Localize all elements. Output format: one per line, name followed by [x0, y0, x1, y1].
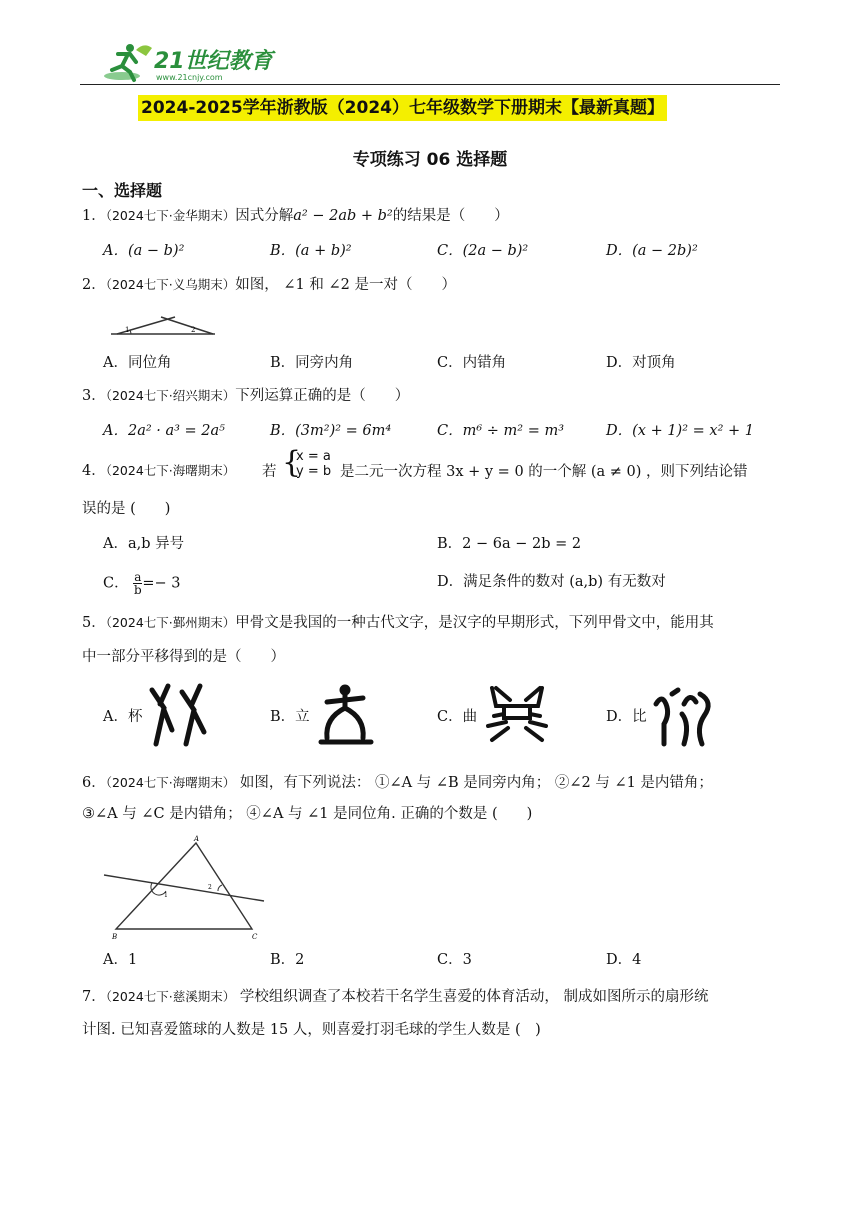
q4-option-d: D．满足条件的数对 (a,b) 有无数对: [437, 574, 666, 590]
q4-text-a: 若: [262, 464, 277, 480]
oracle-glyph-li-icon: [315, 682, 377, 748]
question-number: 1．: [82, 208, 106, 224]
q5-option-a: A．杯: [103, 709, 143, 725]
q6-option-c: C．3: [437, 952, 472, 968]
q6-line-2: ③∠A 与 ∠C 是内错角； ④∠A 与 ∠1 是同位角. 正确的个数是 ( ): [82, 806, 533, 822]
svg-text:1: 1: [125, 326, 130, 334]
question-7: 7．（2024七下·慈溪期末） 学校组织调查了本校若干名学生喜爱的体育活动， 制成如图所示的扇形统: [82, 989, 709, 1005]
q4-option-a: A．a,b 异号: [103, 536, 185, 552]
svg-text:1: 1: [164, 892, 168, 899]
question-number: 2．: [82, 277, 106, 293]
q2-option-d: D．对顶角: [606, 355, 676, 371]
svg-text:2: 2: [191, 326, 196, 334]
q5-option-b: B．立: [270, 709, 310, 725]
svg-text:B: B: [112, 933, 118, 941]
q3-option-c: C．m⁶ ÷ m² = m³: [437, 423, 565, 439]
question-source: （2024七下·鄞州期末）: [105, 615, 236, 630]
system-brace: {: [282, 445, 302, 480]
header-rule: [80, 84, 780, 85]
q4-text-b: 是二元一次方程 3x + y = 0 的一个解 (a ≠ 0) ，则下列结论错: [340, 464, 748, 480]
question-6: 6．（2024七下·海曙期末） 如图，有下列说法： ①∠A 与 ∠B 是同旁内角； ②∠2 与 ∠1 是内错角；: [82, 775, 713, 791]
question-number: 7．: [82, 989, 106, 1005]
q3-option-d: D．(x + 1)² = x² + 1: [606, 423, 754, 439]
q6-option-b: B．2: [270, 952, 305, 968]
question-1: 1．（2024七下·金华期末）因式分解a² − 2ab + b²的结果是（ ）: [82, 208, 509, 224]
system-of-equations: [296, 449, 331, 479]
question-source: （2024七下·海曙期末）: [105, 463, 236, 478]
q5-option-c: C．曲: [437, 709, 478, 725]
fraction: $\frac{a}{b}$: [133, 570, 142, 597]
q6-option-d: D．4: [606, 952, 642, 968]
page-title: 2024-2025学年浙教版（2024）七年级数学下册期末【最新真题】: [138, 95, 667, 121]
q3-option-b: B．(3m²)² = 6m⁴: [270, 423, 392, 439]
q5-line-2: 中一部分平移得到的是（ ）: [82, 649, 285, 665]
q1-option-a: A．(a − b)²: [103, 243, 185, 259]
q4-option-c: C． $\frac{a}{b}$ =− 3: [103, 570, 181, 597]
q4-line-2: 误的是 ( ): [82, 501, 171, 517]
oracle-glyph-bei-icon: [146, 682, 208, 750]
q1-option-d: D．(a − 2b)²: [606, 243, 698, 259]
q4-option-b: B．2 − 6a − 2b = 2: [437, 536, 582, 552]
logo: [100, 40, 280, 84]
oracle-glyph-bi-icon: [652, 684, 716, 748]
math-expression: a² − 2ab + b²: [293, 208, 393, 224]
q2-option-a: A．同位角: [103, 355, 172, 371]
question-3: 3．（2024七下·绍兴期末）下列运算正确的是（ ）: [82, 388, 410, 404]
svg-text:2: 2: [208, 884, 212, 891]
q7-line-2: 计图. 已知喜爱篮球的人数是 15 人，则喜爱打羽毛球的学生人数是 ( ): [82, 1022, 541, 1038]
section-heading: 一、选择题: [82, 181, 163, 200]
page-subtitle: 专项练习 06 选择题: [352, 150, 508, 170]
question-5: 5．（2024七下·鄞州期末）甲骨文是我国的一种古代文字，是汉字的早期形式，下列甲骨文中，能用其: [82, 615, 714, 631]
svg-text:C: C: [252, 933, 258, 941]
question-number: 4．: [82, 463, 106, 479]
question-source: （2024七下·绍兴期末）: [105, 388, 236, 403]
equation-1: x = a: [296, 449, 331, 464]
q5-option-d: D．比: [606, 709, 647, 725]
q1-option-c: C．(2a − b)²: [437, 243, 529, 259]
q3-option-a: A．2a² · a³ = 2a⁵: [103, 423, 225, 439]
question-source: （2024七下·慈溪期末）: [105, 989, 236, 1004]
site-text: www.21cnjy.com: [156, 73, 223, 82]
q2-angle-figure: [103, 312, 223, 342]
q2-option-c: C．内错角: [437, 355, 507, 371]
q1-option-b: B．(a + b)²: [270, 243, 352, 259]
question-number: 3．: [82, 388, 106, 404]
svg-text:A: A: [194, 835, 200, 843]
question-source: （2024七下·海曙期末）: [105, 775, 236, 790]
question-2: 2．（2024七下·义乌期末）如图， ∠1 和 ∠2 是一对（ ）: [82, 277, 456, 293]
q6-option-a: A．1: [103, 952, 138, 968]
question-4: [82, 460, 235, 482]
question-number: 5．: [82, 615, 106, 631]
q6-triangle-figure: [100, 833, 270, 941]
q2-option-b: B．同旁内角: [270, 355, 354, 371]
question-source: （2024七下·金华期末）: [105, 208, 236, 223]
equation-2: y = b: [296, 464, 332, 479]
question-number: 6．: [82, 775, 106, 791]
oracle-glyph-qu-icon: [484, 684, 550, 748]
question-source: （2024七下·义乌期末）: [105, 277, 236, 292]
runner-logo-icon: [104, 44, 152, 80]
brand-text: 21世纪教育: [154, 49, 273, 74]
